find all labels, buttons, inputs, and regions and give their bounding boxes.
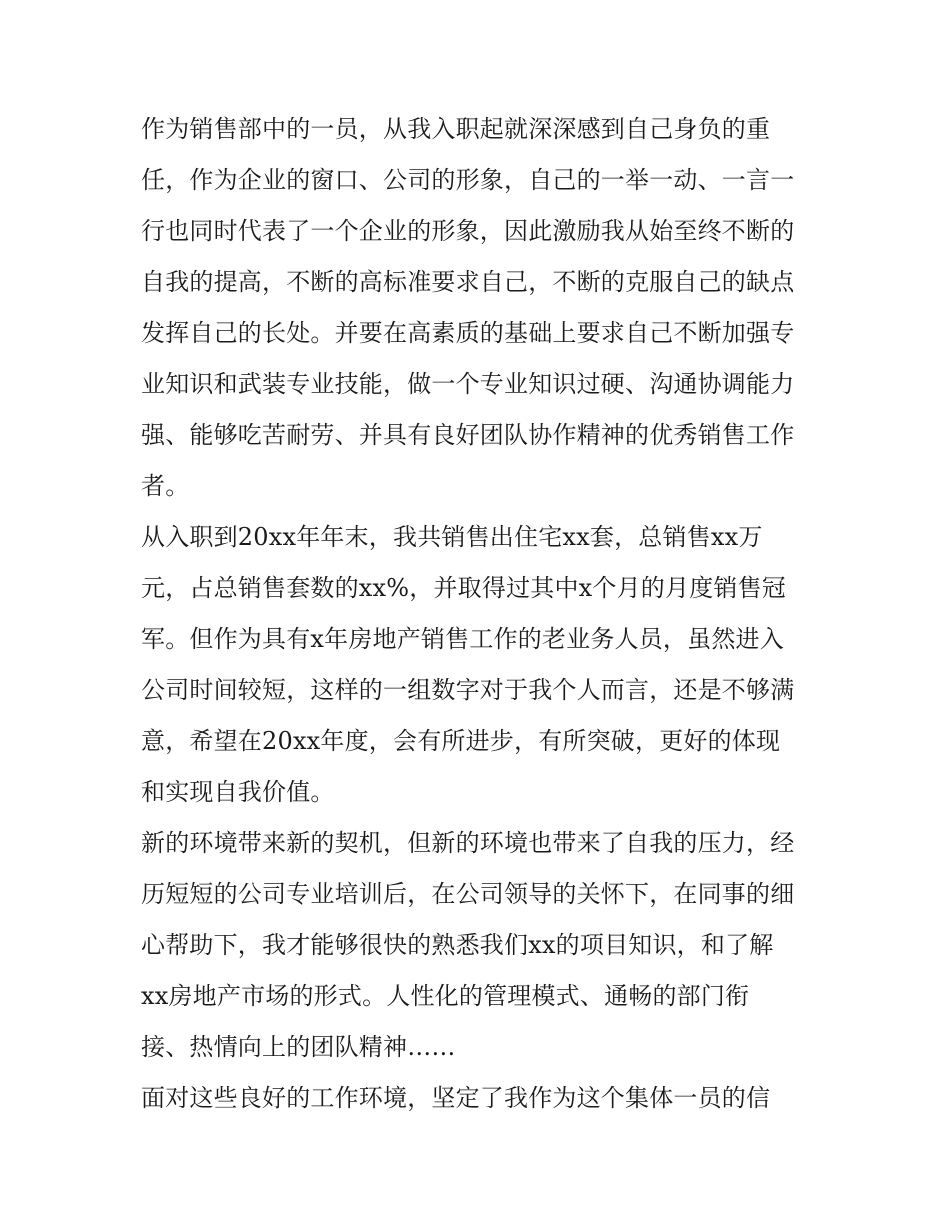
paragraph-1 [141, 104, 821, 512]
text-line: 行也同时代表了一个企业的形象，因此激励我从始至终不断的 [141, 217, 795, 245]
text-line: 强、能够吃苦耐劳、并具有良好团队协作精神的优秀销售工作 [141, 421, 795, 449]
document-body [141, 104, 821, 1124]
text-line: 任，作为企业的窗口、公司的形象，自己的一举一动、一言一 [141, 166, 795, 194]
text-line: 军。但作为具有x年房地产销售工作的老业务人员，虽然进入 [141, 625, 784, 653]
text-line: 者。 [141, 472, 190, 500]
text-line: 心帮助下，我才能够很快的熟悉我们xx的项目知识，和了解 [141, 931, 774, 959]
text-line: 发挥自己的长处。并要在高素质的基础上要求自己不断加强专 [141, 319, 795, 347]
text-line: 作为销售部中的一员，从我入职起就深深感到自己身负的重 [141, 115, 771, 143]
text-line: 自我的提高，不断的高标准要求自己，不断的克服自己的缺点 [141, 268, 795, 296]
text-line: 面对这些良好的工作环境，坚定了我作为这个集体一员的信 [141, 1084, 771, 1112]
text-line: 新的环境带来新的契机，但新的环境也带来了自我的压力，经 [141, 829, 795, 857]
text-line: 从入职到20xx年年末，我共销售出住宅xx套，总销售xx万 [141, 523, 763, 551]
text-line: 公司时间较短，这样的一组数字对于我个人而言，还是不够满 [141, 676, 795, 704]
text-line: xx房地产市场的形式。人性化的管理模式、通畅的部门衔 [141, 982, 750, 1010]
text-line: 接、热情向上的团队精神…… [141, 1033, 456, 1061]
paragraph-2 [141, 512, 821, 818]
paragraph-3 [141, 818, 821, 1073]
text-line: 业知识和武装专业技能，做一个专业知识过硬、沟通协调能力 [141, 370, 795, 398]
text-line: 和实现自我价值。 [141, 778, 335, 806]
paragraph-4 [141, 1073, 821, 1124]
text-line: 意，希望在20xx年度，会有所进步，有所突破，更好的体现 [141, 727, 781, 755]
text-line: 元，占总销售套数的xx%，并取得过其中x个月的月度销售冠 [141, 574, 787, 602]
text-line: 历短短的公司专业培训后，在公司领导的关怀下，在同事的细 [141, 880, 795, 908]
